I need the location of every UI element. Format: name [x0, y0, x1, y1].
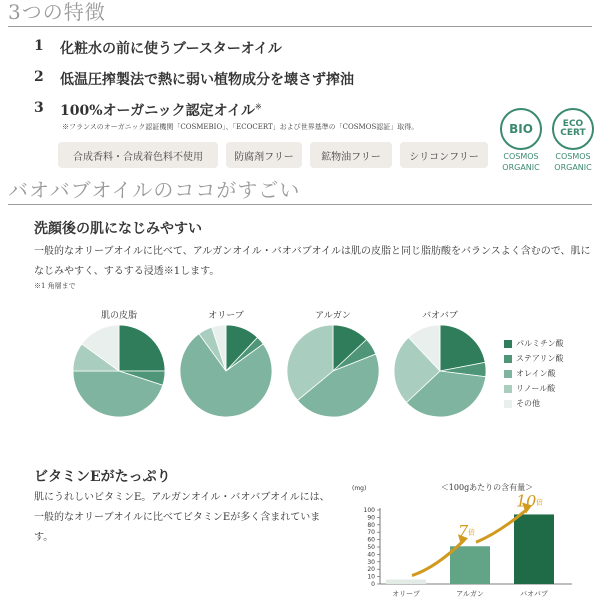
legend-item-stearic: [504, 351, 564, 366]
multiplier-unit: 倍: [536, 498, 543, 507]
feature-number: 3: [34, 100, 44, 116]
subsection-title-absorption: 洗顔後の肌になじみやすい: [34, 221, 202, 237]
legend-swatch: [504, 370, 512, 378]
feature-text: [60, 100, 262, 120]
legend-label: その他: [516, 399, 540, 408]
feature-item-3: [34, 100, 262, 120]
pie-title-olive: オリーブ: [208, 311, 244, 321]
pie-chart-olive: [179, 324, 273, 418]
y-tick-label: 40: [367, 551, 375, 559]
y-tick-label: 60: [367, 536, 375, 544]
pie-title-argan: アルガン: [315, 311, 351, 321]
section-title-features: 3つの特徴: [8, 0, 592, 27]
multiplier-unit: 倍: [468, 528, 475, 537]
cert-label-2: ORGANIC: [554, 163, 592, 172]
y-tick-label: 100: [363, 507, 375, 514]
free-tag-silicone: シリコンフリー: [400, 142, 488, 168]
feature-text-body: 100%オーガニック認定オイル: [60, 103, 255, 119]
free-tag-preservative: 防腐剤フリー: [226, 142, 302, 168]
absorption-footnote: ※1 角層まで: [34, 282, 76, 290]
feature-number: 1: [34, 38, 44, 54]
feature-text: 化粧水の前に使うブースターオイル: [60, 41, 282, 57]
organic-note: ※フランスのオーガニック認証機関「COSMEBIO」、「ECOCERT」および世界基準の「COSMOS認証」取得。: [62, 123, 419, 131]
legend-swatch: [504, 400, 512, 408]
ecocert-badge: [548, 108, 598, 172]
y-axis-unit: (mg): [352, 485, 367, 492]
legend-label: パルミチン酸: [516, 339, 564, 348]
bar-baobab: [514, 514, 554, 584]
legend-swatch: [504, 340, 512, 348]
legend-label: ステアリン酸: [516, 354, 564, 363]
pie-slice-palmitic: [119, 325, 165, 371]
y-tick-label: 50: [367, 544, 375, 551]
y-tick-label: 30: [367, 558, 375, 566]
legend-item-oleic: [504, 366, 564, 381]
y-tick-label: 90: [367, 514, 375, 522]
cert-label-1: COSMOS: [555, 152, 591, 161]
pie-chart-sebum: [72, 324, 166, 418]
feature-item-2: [34, 69, 354, 89]
legend-label: リノール酸: [516, 384, 556, 393]
legend-swatch: [504, 385, 512, 393]
subsection-title-vitamin-e: ビタミンEがたっぷり: [34, 469, 171, 485]
bar-chart-title: ＜100gあたりの含有量＞: [440, 483, 534, 492]
pie-title-sebum: 肌の皮脂: [100, 311, 137, 321]
legend-item-palmitic: [504, 336, 564, 351]
x-tick-label: アルガン: [456, 590, 484, 598]
x-tick-label: バオバブ: [520, 590, 548, 598]
cert-label-1: COSMOS: [503, 152, 539, 161]
vitamin-e-bar-chart: [340, 476, 590, 600]
x-tick-label: オリーブ: [392, 590, 420, 598]
legend-item-other: [504, 396, 564, 411]
feature-number: 2: [34, 69, 44, 85]
multiplier-label-10x: 10: [516, 491, 537, 511]
feature-item-1: [34, 38, 282, 58]
legend-swatch: [504, 355, 512, 363]
section-title-baobab: バオバブオイルのココがすごい: [8, 178, 592, 205]
absorption-description: 一般的なオリーブオイルに比べて、アルガンオイル・バオバブオイルは肌の皮脂と同じ脂肪酸をバランスよく含むので、肌になじみやすく、するする浸透※1します。: [34, 246, 591, 277]
y-tick-label: 20: [367, 566, 375, 574]
bar-olive: [386, 580, 426, 584]
ecocert-logo: ECO CERT: [552, 108, 594, 150]
pie-title-baobab: バオバブ: [422, 311, 458, 321]
y-tick-label: 80: [367, 521, 375, 529]
cert-label-2: ORGANIC: [502, 163, 540, 172]
cosmebio-badge: [496, 108, 546, 172]
free-tag-mineral-oil: 鉱物油フリー: [310, 142, 392, 168]
free-tag-fragrance: 合成香料・合成着色料不使用: [58, 142, 218, 168]
multiplier-label-7x: 7: [458, 521, 469, 541]
pie-chart-argan: [286, 324, 380, 418]
cosmebio-logo: BIO: [500, 108, 542, 150]
bar-argan: [450, 546, 490, 584]
y-tick-label: 70: [367, 529, 375, 537]
y-tick-label: 0: [371, 581, 375, 588]
legend-item-linoleic: [504, 381, 564, 396]
footnote-mark: ※: [255, 102, 262, 112]
pie-legend: [504, 336, 564, 411]
legend-label: オレイン酸: [516, 369, 556, 378]
feature-text: 低温圧搾製法で熱に弱い植物成分を壊さず搾油: [60, 72, 354, 88]
pie-chart-baobab: [393, 324, 487, 418]
vitamin-e-description: 肌にうれしいビタミンE。アルガンオイル・バオバブオイルには、一般的なオリーブオイルに比べてビタミンEが多く含まれています。: [34, 492, 330, 543]
y-tick-label: 10: [367, 573, 375, 581]
